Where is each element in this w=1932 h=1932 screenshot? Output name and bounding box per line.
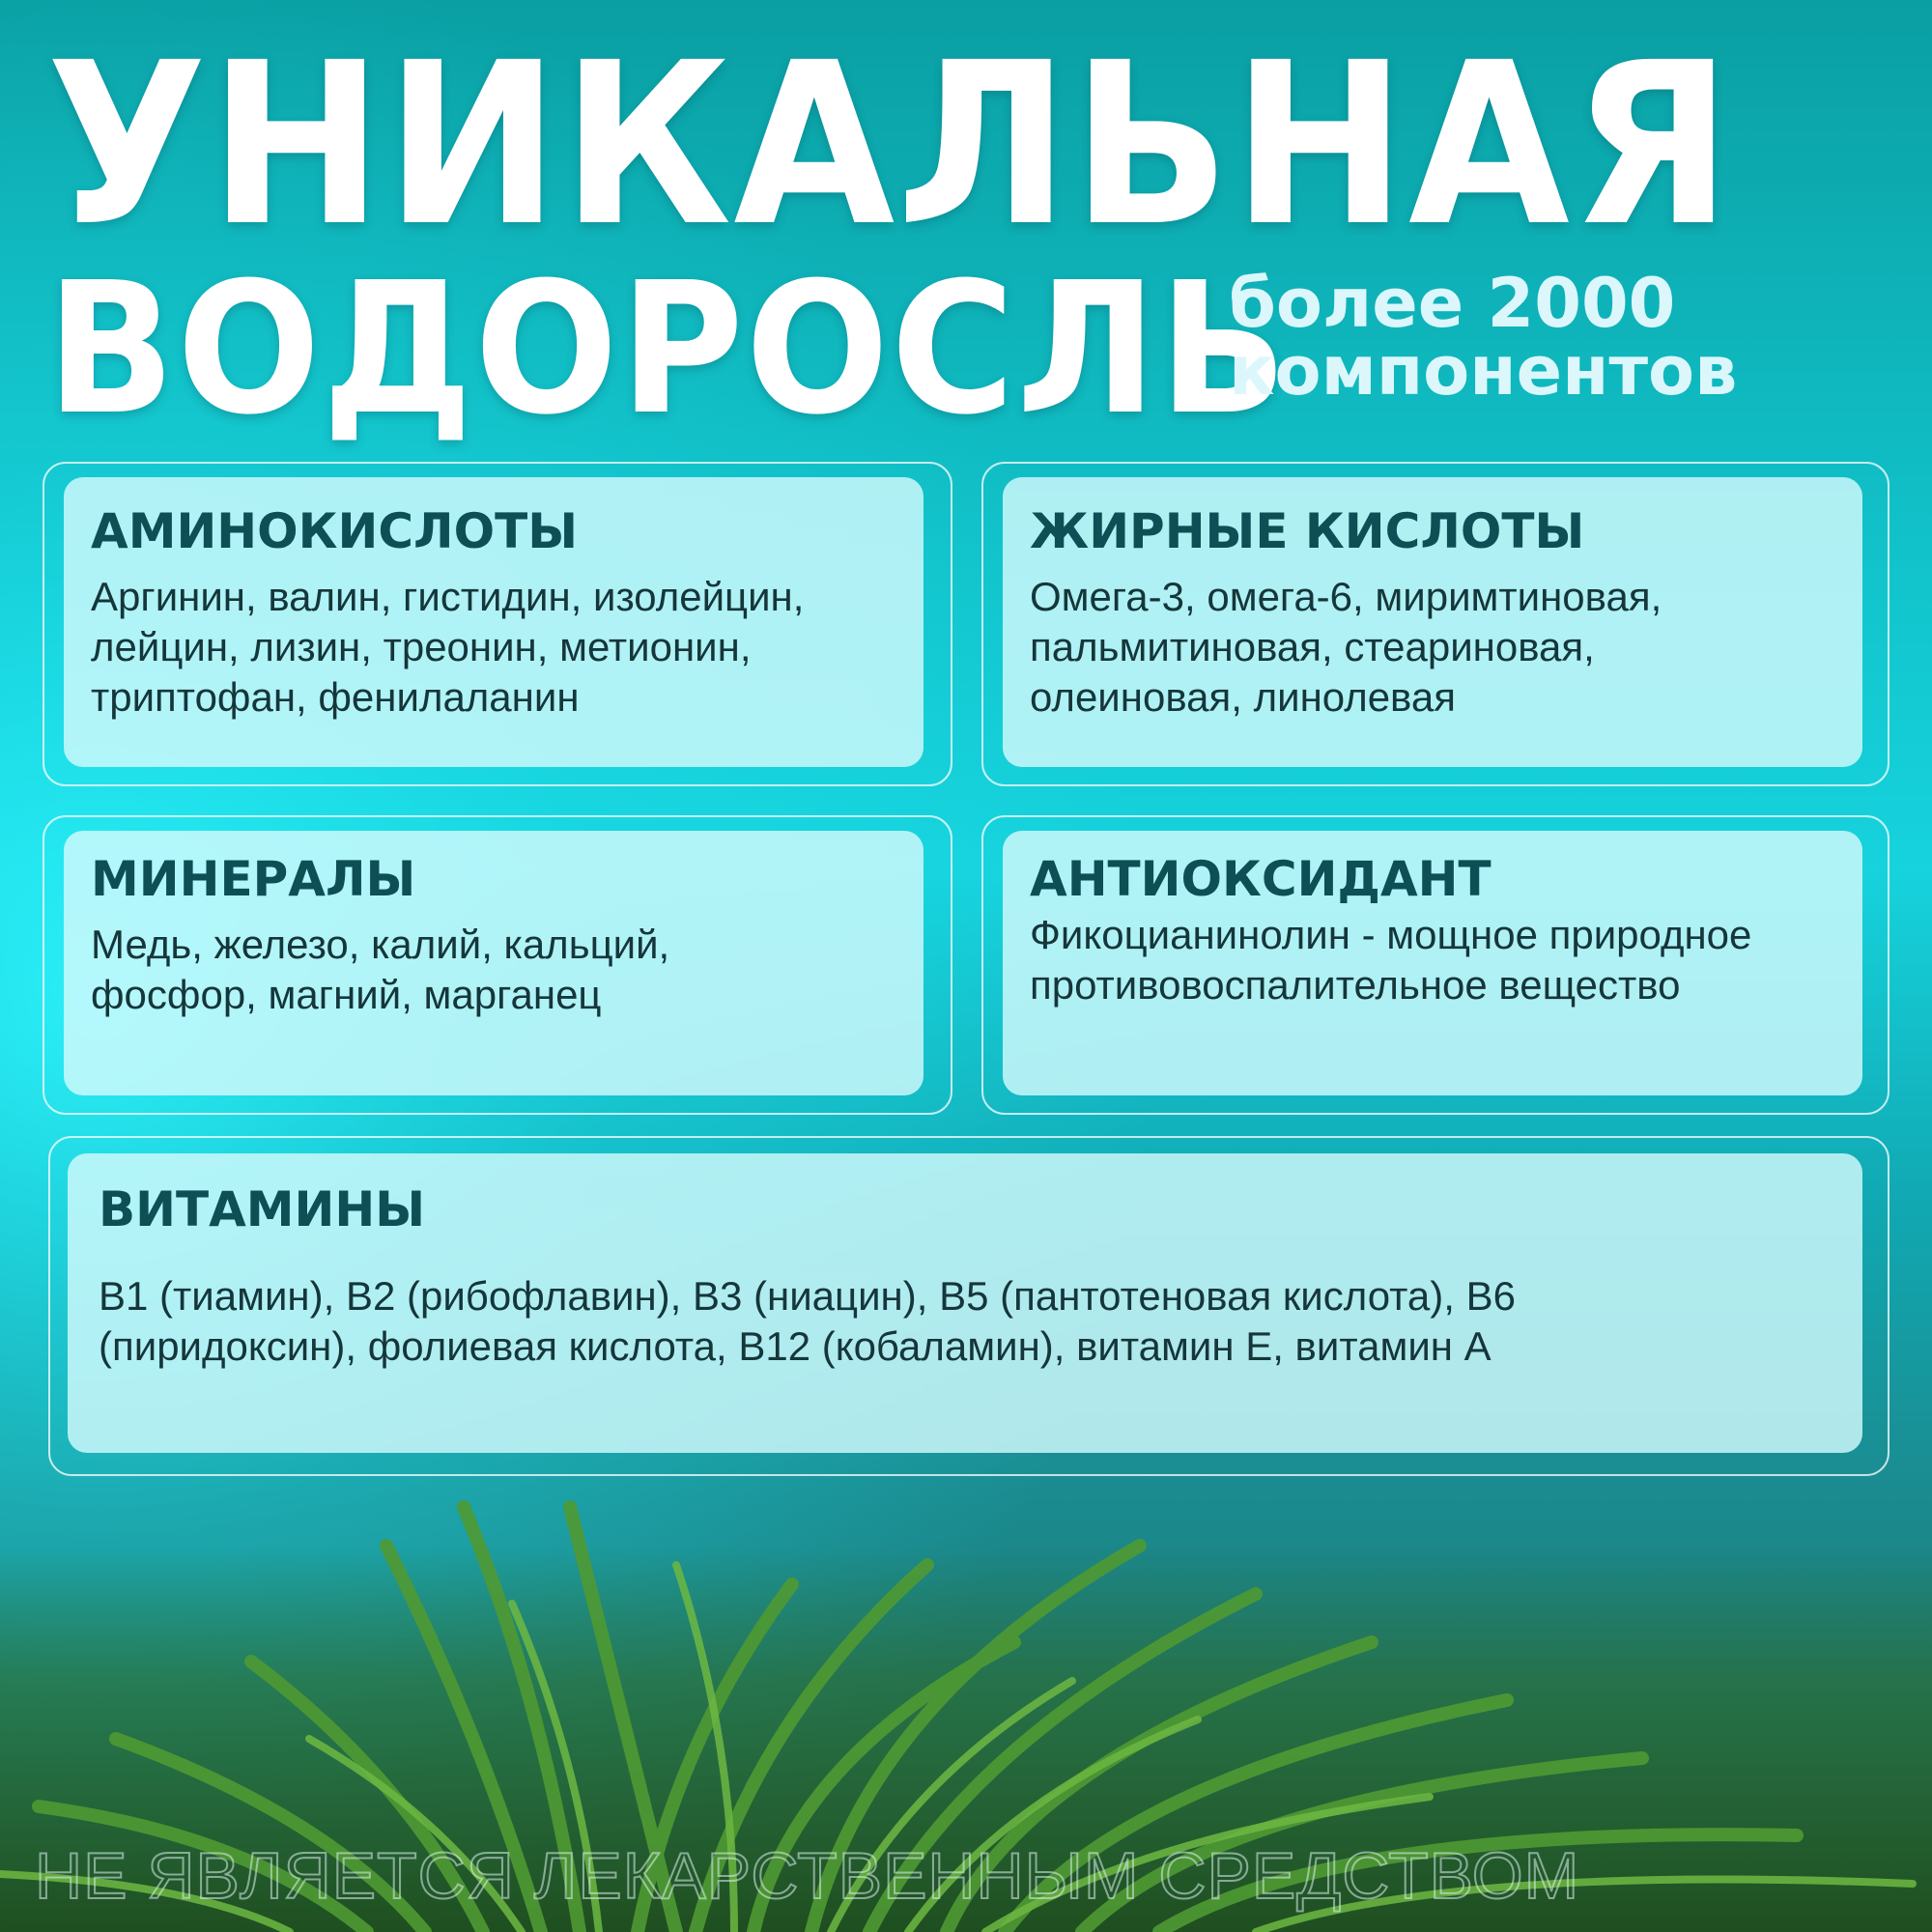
title-line-2: ВОДОРОСЛЬ bbox=[46, 243, 1290, 455]
card-antioxidant bbox=[1003, 831, 1862, 1095]
card-title: МИНЕРАЛЫ bbox=[91, 851, 416, 907]
card-text: Аргинин, валин, гистидин, изолейцин, лейцин, лизин, треонин, метионин, триптофан, фенилаланин bbox=[91, 574, 805, 720]
card-title: АМИНОКИСЛОТЫ bbox=[91, 503, 579, 559]
card-title: ЖИРНЫЕ КИСЛОТЫ bbox=[1030, 503, 1585, 559]
title-line-1: УНИКАЛЬНАЯ bbox=[46, 14, 1734, 275]
card-vitamins bbox=[68, 1153, 1862, 1453]
card-text: Омега-3, омега-6, миримтиновая, пальмитиновая, стеариновая, олеиновая, линолевая bbox=[1030, 574, 1662, 720]
card-minerals bbox=[64, 831, 923, 1095]
subtitle-line-1: более 2000 bbox=[1229, 264, 1676, 343]
subtitle-line-2: компонентов bbox=[1229, 331, 1738, 411]
card-amino-acids bbox=[64, 477, 923, 767]
card-fatty-acids bbox=[1003, 477, 1862, 767]
card-text: Медь, железо, калий, кальций, фосфор, магний, марганец bbox=[91, 922, 670, 1017]
card-text: B1 (тиамин), B2 (рибофлавин), B3 (ниацин), B5 (пантотеновая кислота), B6 (пиридоксин), фолиевая кислота, B12 (кобаламин), витамин E, витамин A bbox=[99, 1273, 1516, 1369]
card-title: ВИТАМИНЫ bbox=[99, 1181, 426, 1237]
card-text: Фикоцианинолин - мощное природное противовоспалительное вещество bbox=[1030, 912, 1752, 1008]
disclaimer-text: НЕ ЯВЛЯЕТСЯ ЛЕКАРСТВЕННЫМ СРЕДСТВОМ bbox=[35, 1839, 1580, 1913]
card-title: АНТИОКСИДАНТ bbox=[1030, 851, 1492, 907]
